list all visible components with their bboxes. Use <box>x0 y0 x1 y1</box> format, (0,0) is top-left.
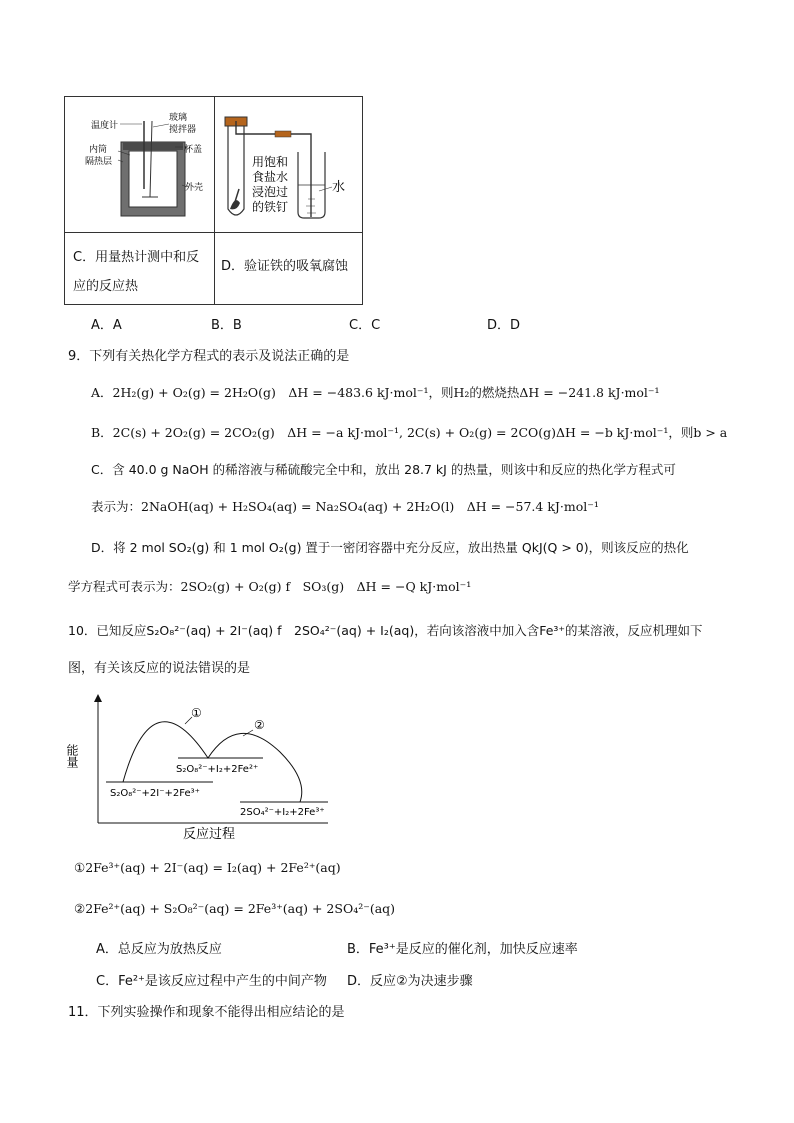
level-end-label: 2SO₄²⁻+I₂+2Fe³⁺ <box>240 807 325 818</box>
q10-option-c[interactable]: C．Fe²⁺是该反应过程中产生的中间产物 <box>96 974 327 989</box>
level-start-label: S₂O₈²⁻+2I⁻+2Fe³⁺ <box>110 788 200 799</box>
peak-label-2: ② <box>254 718 265 732</box>
q9-option-b[interactable]: B．2C(s) + 2O₂(g) = 2CO₂(g) ΔH = −a kJ·mol⁻¹, 2C(s) + O₂(g) = 2CO(g)ΔH = −b kJ·mol⁻¹，则b > a <box>91 425 728 440</box>
peak-label-1: ① <box>191 706 202 720</box>
q10-option-a[interactable]: A．总反应为放热反应 <box>96 942 222 957</box>
q9-option-c-line2: 表示为：2NaOH(aq) + H₂SO₄(aq) = Na₂SO₄(aq) + 2H₂O(l) ΔH = −57.4 kJ·mol⁻¹ <box>91 499 599 514</box>
q8-option-a[interactable]: A．A <box>91 318 122 333</box>
option-c-description: C．用量热计测中和反应的反应热 <box>73 250 200 294</box>
q8-option-b[interactable]: B．B <box>211 318 242 333</box>
level-mid-label: S₂O₈²⁻+I₂+2Fe²⁺ <box>176 764 259 775</box>
q10-option-d[interactable]: D．反应②为决速步骤 <box>347 974 473 989</box>
q9-option-c-line1[interactable]: C．含 40.0 g NaOH 的稀溶液与稀硫酸完全中和，放出 28.7 kJ 的热量，则该中和反应的热化学方程式可 <box>91 462 676 477</box>
q10-step-2: ②2Fe²⁺(aq) + S₂O₈²⁻(aq) = 2Fe³⁺(aq) + 2SO₄²⁻(aq) <box>74 901 396 916</box>
energy-diagram <box>65 690 328 845</box>
stirrer-label: 玻璃 <box>169 113 188 123</box>
corrosion-figure <box>215 97 364 232</box>
x-axis-label: 反应过程 <box>183 827 236 842</box>
shell-label: 外壳 <box>185 183 204 193</box>
insulation-label: 隔热层 <box>85 157 113 167</box>
calorimeter-figure <box>65 97 214 232</box>
thermometer-label: 温度计 <box>91 121 119 131</box>
q8-option-d[interactable]: D．D <box>487 318 521 333</box>
option-d-description: D．验证铁的吸氧腐蚀 <box>221 259 349 274</box>
cup-lid <box>123 142 183 150</box>
lid-label: 杯盖 <box>184 145 203 155</box>
q9-stem: 9．下列有关热化学方程式的表示及说法正确的是 <box>68 349 350 364</box>
q9-option-a[interactable]: A．2H₂(g) + O₂(g) = 2H₂O(g) ΔH = −483.6 kJ·mol⁻¹，则H₂的燃烧热ΔH = −241.8 kJ·mol⁻¹ <box>91 385 660 400</box>
q8-table <box>64 96 363 305</box>
q10-stem-line1: 10．已知反应S₂O₈²⁻(aq) + 2I⁻(aq) f 2SO₄²⁻(aq) + I₂(aq)，若向该溶液中加入含Fe³⁺的某溶液，反应机理如下 <box>68 623 703 638</box>
q10-stem-line2: 图，有关该反应的说法错误的是 <box>68 661 251 676</box>
nail-label: 用饱和 <box>252 155 289 169</box>
tube-joint <box>275 131 291 137</box>
q10-option-b[interactable]: B．Fe³⁺是反应的催化剂，加快反应速率 <box>347 942 578 957</box>
nail-label: 浸泡过 <box>252 185 289 199</box>
table-divider <box>65 232 362 233</box>
q9-option-d-line1[interactable]: D．将 2 mol SO₂(g) 和 1 mol O₂(g) 置于一密闭容器中充分反应，放出热量 QkJ(Q > 0)，则该反应的热化 <box>91 540 689 555</box>
stirrer-label: 搅拌器 <box>169 125 197 135</box>
inner-label: 内筒 <box>89 145 108 155</box>
inner-cup <box>129 151 177 207</box>
y-axis-label: 能量 <box>65 744 79 768</box>
q8-option-c[interactable]: C．C <box>349 318 381 333</box>
q11-stem: 11．下列实验操作和现象不能得出相应结论的是 <box>68 1005 345 1020</box>
q10-step-1: ①2Fe³⁺(aq) + 2I⁻(aq) = I₂(aq) + 2Fe²⁺(aq) <box>74 860 341 875</box>
water-label: 水 <box>332 180 346 195</box>
nail-label: 的铁钉 <box>252 200 289 214</box>
nail-label: 食盐水 <box>252 170 289 184</box>
q9-option-d-line2: 学方程式可表示为：2SO₂(g) + O₂(g) f SO₃(g) ΔH = −Q kJ·mol⁻¹ <box>68 579 472 594</box>
